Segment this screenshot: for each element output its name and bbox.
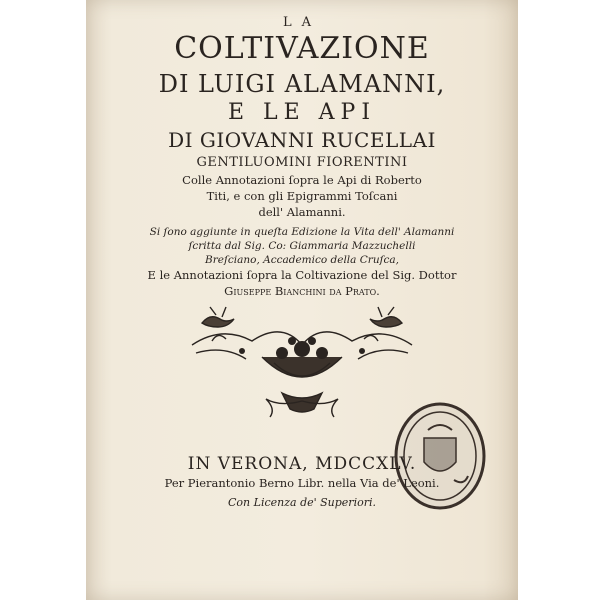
annotation-line-1: Colle Annotazioni ſopra le Api di Roberto <box>182 173 422 187</box>
annotation-line-5: Giuseppe Bianchini da Prato. <box>224 284 380 298</box>
imprint-city: IN VERONA, MDCCXLV. <box>187 454 417 474</box>
title-author-1: DI LUIGI ALAMANNI, <box>158 70 446 98</box>
edition-note-line-2: ſcritta dal Sig. Co: Giammaria Mazzuchelli <box>188 240 416 252</box>
title-article: LA <box>282 15 322 30</box>
annotation-line-3: dell' Alamanni. <box>258 205 346 219</box>
annotation-line-4: E le Annotazioni ſopra la Coltivazione del Sig. Dottor <box>147 268 457 282</box>
imprint-publisher: Per Pierantonio Berno Libr. nella Via de' Leoni. <box>164 476 440 490</box>
title-page <box>86 0 518 600</box>
edition-note-line-3: Breſciano, Accademico della Cruſca, <box>205 254 399 266</box>
imprint-license: Con Licenza de' Superiori. <box>228 496 376 509</box>
title-descriptor: GENTILUOMINI FIORENTINI <box>196 155 408 170</box>
title-author-2: DI GIOVANNI RUCELLAI <box>168 128 436 152</box>
edition-note-line-1: Si ſono aggiunte in queſta Edizione la Vita dell' Alamanni <box>149 226 455 238</box>
title-main: COLTIVAZIONE <box>174 31 430 66</box>
annotation-line-2: Titi, e con gli Epigrammi Toſcani <box>206 189 398 203</box>
title-second-work: E LE API <box>227 100 377 125</box>
